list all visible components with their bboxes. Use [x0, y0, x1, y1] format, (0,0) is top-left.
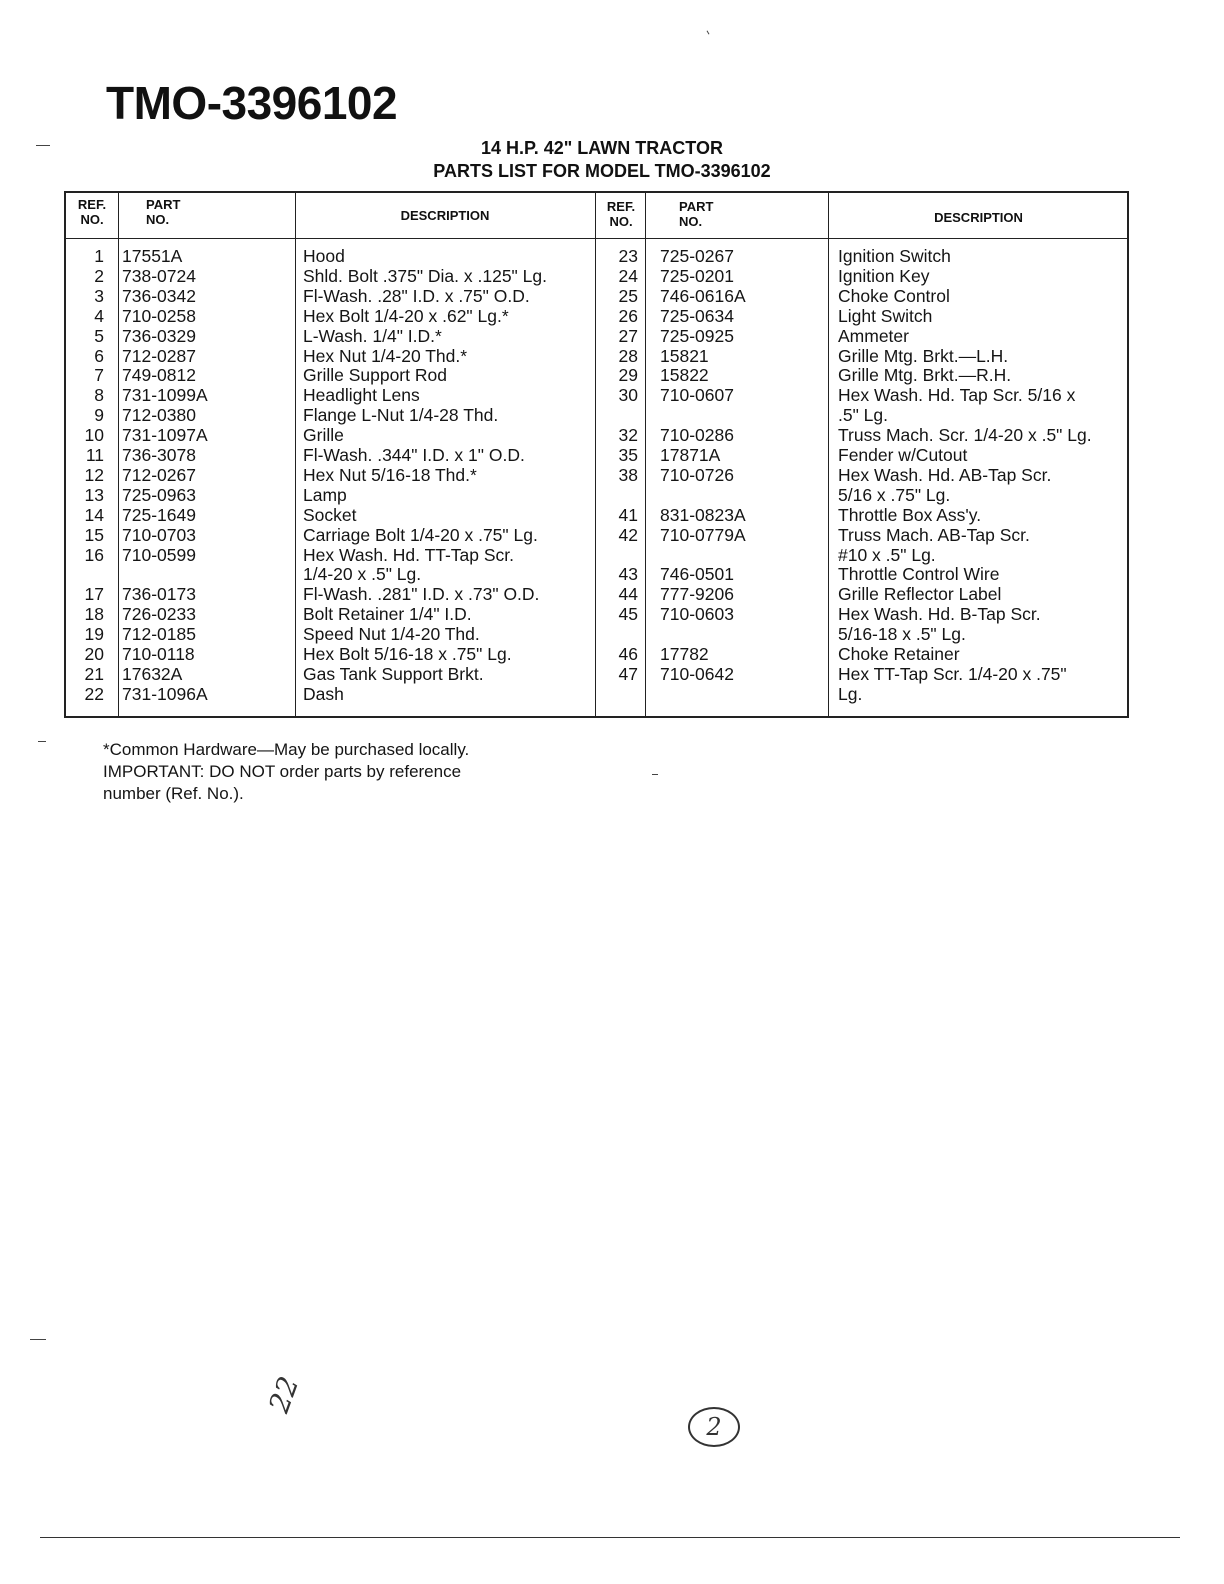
- note-common-hardware: *Common Hardware—May be purchased locally.: [103, 740, 470, 759]
- handwritten-circled-page-number: [688, 1407, 740, 1447]
- ref-no-cell: 1: [94, 246, 104, 266]
- table-row: [66, 525, 1127, 545]
- description-cell: Ignition Switch: [838, 246, 951, 266]
- ref-no-cell: 46: [618, 644, 638, 664]
- part-no-cell: 725-1649: [122, 504, 196, 525]
- header-ref-no-left: REF. NO.: [77, 197, 107, 227]
- description-cell: Hex Wash. Hd. TT-Tap Scr.: [303, 544, 515, 565]
- description-cell: Shld. Bolt .375" Dia. x .125" Lg.: [303, 265, 547, 286]
- scan-mark: [30, 1339, 46, 1340]
- description-cell: Socket: [303, 504, 357, 525]
- description-cell: Hex TT-Tap Scr. 1/4-20 x .75": [838, 663, 1067, 684]
- ref-no-cell: 12: [84, 464, 104, 485]
- description-cell: Hood: [303, 246, 345, 266]
- description-cell: 5/16-18 x .5" Lg.: [838, 624, 966, 645]
- subtitle-parts-list: PARTS LIST FOR MODEL TMO-3396102: [433, 161, 771, 181]
- description-cell: .5" Lg.: [838, 405, 888, 426]
- part-no-cell: 725-0963: [122, 484, 196, 505]
- table-row: [66, 485, 1127, 505]
- description-cell: Choke Control: [838, 285, 950, 306]
- part-no-cell: 731-1097A: [122, 425, 208, 446]
- ref-no-cell: 4: [94, 305, 104, 326]
- description-cell: Hex Wash. Hd. AB-Tap Scr.: [838, 464, 1052, 485]
- description-cell: Hex Wash. Hd. Tap Scr. 5/16 x: [838, 385, 1076, 406]
- description-cell: Hex Nut 5/16-18 Thd.*: [303, 464, 477, 485]
- part-no-cell: 710-0603: [660, 604, 734, 625]
- scan-mark: [652, 774, 658, 775]
- note-important: IMPORTANT: DO NOT order parts by reference: [103, 762, 462, 781]
- header-ref-no-right: REF. NO.: [606, 199, 636, 229]
- ref-no-cell: 10: [84, 425, 104, 446]
- description-cell: Flange L-Nut 1/4-28 Thd.: [303, 405, 499, 426]
- part-no-cell: 15821: [660, 345, 709, 366]
- table-row: [66, 425, 1127, 445]
- description-cell: Fl-Wash. .344" I.D. x 1" O.D.: [303, 445, 525, 465]
- description-cell: Ammeter: [838, 325, 909, 346]
- ref-no-cell: 9: [94, 405, 104, 426]
- part-no-cell: 710-0726: [660, 464, 734, 485]
- description-cell: Throttle Control Wire: [838, 564, 1000, 585]
- part-no-cell: 726-0233: [122, 604, 196, 625]
- description-cell: Grille: [303, 425, 344, 446]
- description-cell: Grille Reflector Label: [838, 584, 1002, 605]
- table-row: [66, 564, 1127, 584]
- ref-no-cell: 42: [618, 524, 638, 545]
- part-no-cell: 725-0634: [660, 305, 734, 326]
- table-row: [66, 246, 1127, 266]
- description-cell: Hex Wash. Hd. B-Tap Scr.: [838, 604, 1041, 625]
- part-no-cell: 746-0616A: [660, 285, 746, 306]
- ref-no-cell: 2: [94, 265, 104, 286]
- table-row: [66, 584, 1127, 604]
- ref-no-cell: 43: [618, 564, 638, 585]
- part-no-cell: 712-0267: [122, 464, 196, 485]
- description-cell: Choke Retainer: [838, 644, 960, 664]
- part-no-cell: 710-0118: [122, 644, 195, 664]
- model-title: TMO-3396102: [106, 77, 398, 129]
- circled-page-number-text: 2: [706, 1413, 722, 1441]
- ref-no-cell: 28: [618, 345, 638, 366]
- header-part-no-left: PART NO.: [146, 197, 181, 227]
- description-cell: Hex Nut 1/4-20 Thd.*: [303, 345, 468, 366]
- description-cell: Throttle Box Ass'y.: [838, 504, 982, 525]
- header-description-right: DESCRIPTION: [934, 210, 1023, 225]
- table-row: [66, 664, 1127, 684]
- ref-no-cell: 21: [84, 663, 104, 684]
- ref-no-cell: 16: [84, 544, 104, 565]
- ref-no-cell: 25: [618, 285, 638, 306]
- table-row: [66, 286, 1127, 306]
- ref-no-cell: 44: [618, 584, 638, 605]
- part-no-cell: 712-0287: [122, 345, 196, 366]
- description-cell: Truss Mach. AB-Tap Scr.: [838, 524, 1030, 545]
- subtitle-product: 14 H.P. 42" LAWN TRACTOR: [481, 138, 723, 158]
- footnotes: [103, 739, 469, 805]
- part-no-cell: 710-0642: [660, 663, 734, 684]
- ref-no-cell: 11: [85, 445, 104, 465]
- scan-mark: [36, 145, 50, 146]
- scan-mark: [38, 741, 46, 742]
- table-row: [66, 405, 1127, 425]
- description-cell: Lg.: [838, 683, 863, 704]
- part-no-cell: 736-0329: [122, 325, 196, 346]
- ref-no-cell: 30: [618, 385, 638, 406]
- part-no-cell: 17551A: [122, 246, 183, 266]
- description-cell: Fl-Wash. .281" I.D. x .73" O.D.: [303, 584, 540, 605]
- part-no-cell: 725-0925: [660, 325, 734, 346]
- description-cell: L-Wash. 1/4" I.D.*: [303, 325, 442, 346]
- part-no-cell: 738-0724: [122, 265, 196, 286]
- part-no-cell: 15822: [660, 365, 709, 386]
- description-cell: #10 x .5" Lg.: [838, 544, 936, 565]
- description-cell: Grille Mtg. Brkt.—L.H.: [838, 345, 1009, 366]
- part-no-cell: 710-0703: [122, 524, 196, 545]
- part-no-cell: 746-0501: [660, 564, 734, 585]
- part-no-cell: 710-0599: [122, 544, 196, 565]
- ref-no-cell: 14: [84, 504, 104, 525]
- description-cell: Ignition Key: [838, 265, 930, 286]
- ref-no-cell: 41: [618, 504, 638, 525]
- description-cell: Gas Tank Support Brkt.: [303, 663, 484, 684]
- part-no-cell: 17782: [660, 644, 709, 664]
- description-cell: Carriage Bolt 1/4-20 x .75" Lg.: [303, 524, 538, 545]
- description-cell: Grille Support Rod: [303, 365, 447, 386]
- description-cell: Fender w/Cutout: [838, 445, 968, 465]
- ref-no-cell: 3: [94, 285, 104, 306]
- ref-no-cell: 17: [84, 584, 104, 605]
- description-cell: Dash: [303, 683, 344, 704]
- part-no-cell: 710-0258: [122, 305, 196, 326]
- table-row: [66, 266, 1127, 286]
- description-cell: Hex Bolt 5/16-18 x .75" Lg.: [303, 644, 512, 664]
- table-row: [66, 505, 1127, 525]
- table-row: [66, 604, 1127, 624]
- part-no-cell: 712-0380: [122, 405, 196, 426]
- part-no-cell: 731-1096A: [122, 683, 208, 704]
- part-no-cell: 749-0812: [122, 365, 196, 386]
- part-no-cell: 736-3078: [122, 445, 196, 465]
- table-row: [66, 445, 1127, 465]
- ref-no-cell: 15: [84, 524, 104, 545]
- header-divider: [66, 238, 1127, 239]
- part-no-cell: 736-0173: [122, 584, 196, 605]
- table-row: [66, 365, 1127, 385]
- part-no-cell: 831-0823A: [660, 504, 746, 525]
- table-row: [66, 684, 1127, 704]
- ref-no-cell: 20: [84, 644, 104, 664]
- ref-no-cell: 5: [94, 325, 104, 346]
- part-no-cell: 710-0779A: [660, 524, 746, 545]
- ref-no-cell: 38: [618, 464, 638, 485]
- ref-no-cell: 26: [618, 305, 638, 326]
- part-no-cell: 710-0607: [660, 385, 734, 406]
- part-no-cell: 736-0342: [122, 285, 196, 306]
- ref-no-cell: 24: [618, 265, 638, 286]
- table-row: [66, 306, 1127, 326]
- table-row: [66, 346, 1127, 366]
- description-cell: 5/16 x .75" Lg.: [838, 484, 951, 505]
- description-cell: Hex Bolt 1/4-20 x .62" Lg.*: [303, 305, 509, 326]
- header-description-left: DESCRIPTION: [400, 208, 490, 223]
- ref-no-cell: 29: [618, 365, 638, 386]
- description-cell: Bolt Retainer 1/4" I.D.: [303, 604, 472, 625]
- part-no-cell: 777-9206: [660, 584, 734, 605]
- ref-no-cell: 32: [618, 425, 638, 446]
- header-part-no-right: PART NO.: [679, 199, 714, 229]
- table-row: [66, 624, 1127, 644]
- description-cell: Headlight Lens: [303, 385, 420, 406]
- part-no-cell: 712-0185: [122, 624, 196, 645]
- description-cell: 1/4-20 x .5" Lg.: [303, 564, 422, 585]
- ref-no-cell: 13: [84, 484, 104, 505]
- ref-no-cell: 35: [618, 445, 638, 465]
- table-row: [66, 545, 1127, 565]
- description-cell: Light Switch: [838, 305, 933, 326]
- part-no-cell: 17632A: [122, 663, 183, 684]
- table-row: [66, 465, 1127, 485]
- part-no-cell: 725-0267: [660, 246, 734, 266]
- handwritten-page-mark: 22: [262, 1372, 306, 1417]
- table-row: [66, 644, 1127, 664]
- description-cell: Grille Mtg. Brkt.—R.H.: [838, 365, 1012, 386]
- description-cell: Lamp: [303, 484, 347, 505]
- part-no-cell: 731-1099A: [122, 385, 208, 406]
- ref-no-cell: 47: [618, 663, 638, 684]
- part-no-cell: 17871A: [660, 445, 721, 465]
- table-row: [66, 385, 1127, 405]
- table-row: [66, 326, 1127, 346]
- part-no-cell: 710-0286: [660, 425, 734, 446]
- ref-no-cell: 8: [94, 385, 104, 406]
- ref-no-cell: 22: [84, 683, 104, 704]
- bottom-rule: [40, 1537, 1180, 1538]
- ref-no-cell: 27: [618, 325, 638, 346]
- description-cell: Speed Nut 1/4-20 Thd.: [303, 624, 480, 645]
- ref-no-cell: 7: [94, 365, 104, 386]
- description-cell: Truss Mach. Scr. 1/4-20 x .5" Lg.: [838, 425, 1092, 446]
- parts-table: [64, 191, 1129, 718]
- ref-no-cell: 18: [84, 604, 104, 625]
- description-cell: Fl-Wash. .28" I.D. x .75" O.D.: [303, 285, 530, 306]
- ref-no-cell: 45: [618, 604, 638, 625]
- ref-no-cell: 23: [618, 246, 638, 266]
- ref-no-cell: 19: [84, 624, 104, 645]
- ref-no-cell: 6: [94, 345, 104, 366]
- scan-mark: [707, 31, 710, 35]
- note-reference-number: number (Ref. No.).: [103, 784, 244, 803]
- part-no-cell: 725-0201: [660, 265, 734, 286]
